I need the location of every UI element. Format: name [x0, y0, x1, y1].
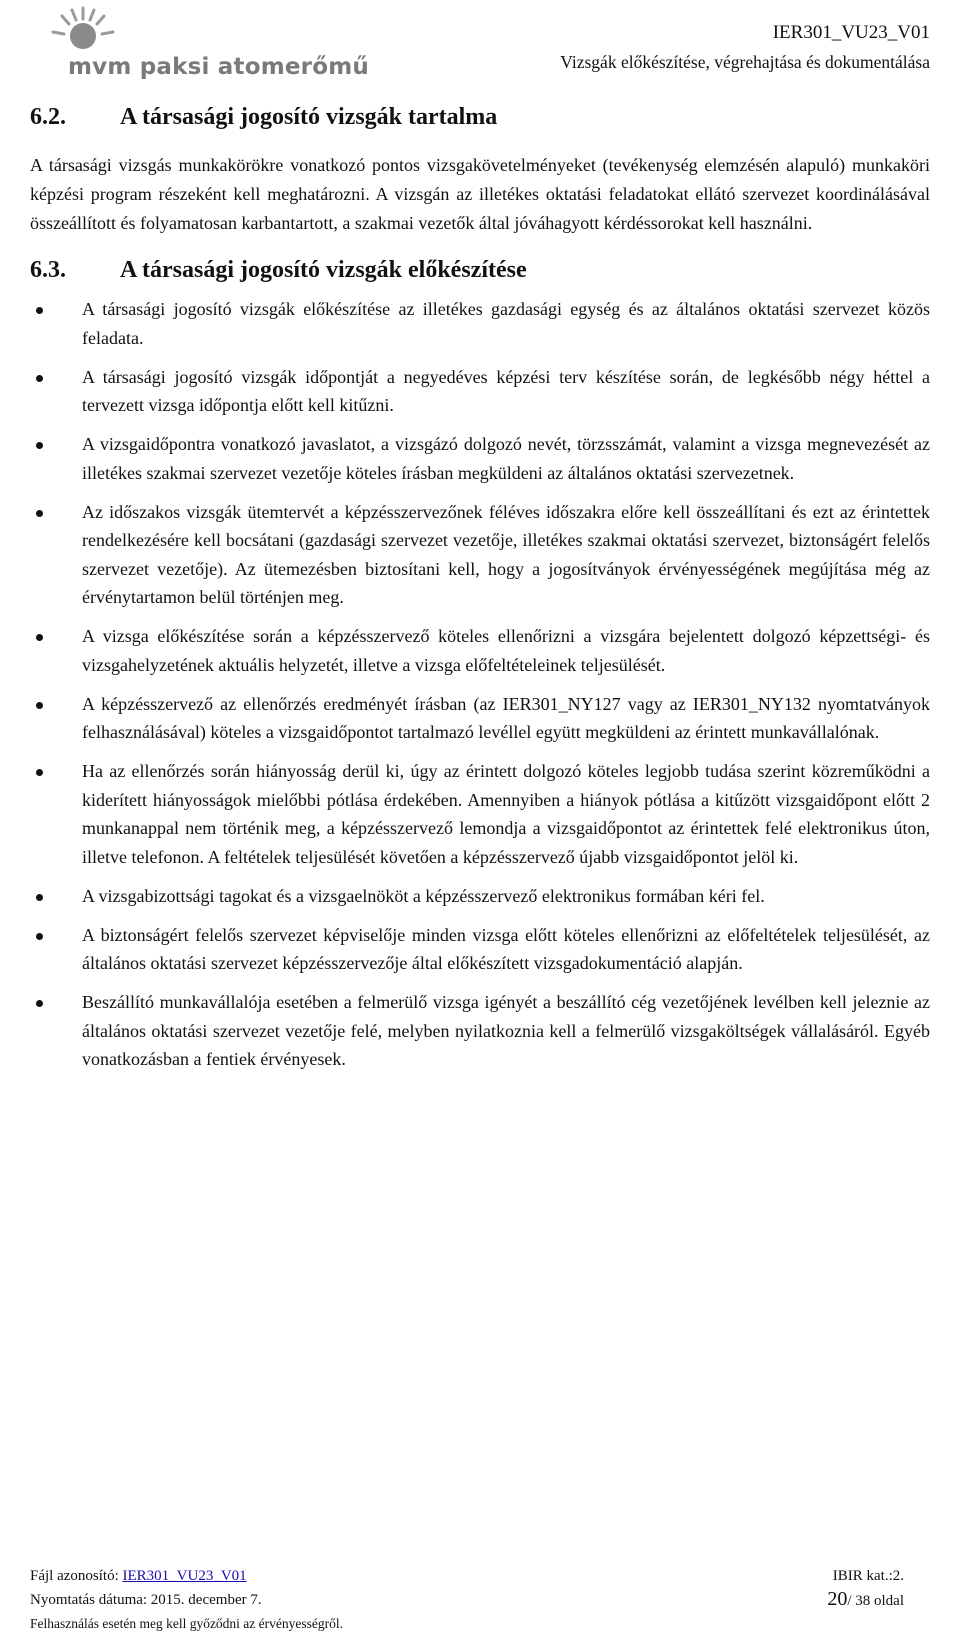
- list-item-text: Az időszakos vizsgák ütemtervét a képzésszervezőnek féléves időszakra előre kell összeállítani és ezt az érintettek rendelkezésére kell bocsátani (gazdasági szervezet vezetője, illetékes szakmai oktatási szervezet, biztonságért felelős szervezet vezetője). Az ütemezésben biztosítani kell, hogy a jogosítványok érvényességének megújítása még az érvénytartamon belül történjen meg.: [82, 501, 930, 607]
- footer-row-print: [30, 1588, 930, 1616]
- list-item: [30, 882, 930, 911]
- list-item-text: A vizsgabizottsági tagokat és a vizsgaelnököt a képzésszervező elektronikus formában kéri fel.: [82, 885, 765, 906]
- bullet-icon: [36, 933, 43, 940]
- logo-text: mvm paksi atomerőmű: [68, 54, 369, 80]
- list-item: [30, 363, 930, 420]
- page-number: [827, 1588, 904, 1611]
- document-subtitle: Vizsgák előkészítése, végrehajtása és dokumentálása: [560, 52, 930, 72]
- sun-logo-icon: [48, 6, 118, 54]
- page-current: 20: [827, 1588, 848, 1610]
- list-item: [30, 757, 930, 871]
- page-total: / 38 oldal: [847, 1593, 904, 1609]
- list-item-text: A társasági jogosító vizsgák előkészítése az illetékes gazdasági egység és az általános oktatási szervezet közös feladata.: [82, 299, 930, 348]
- bullet-icon: [36, 442, 43, 449]
- company-logo: [30, 6, 369, 86]
- bullet-icon: [36, 375, 43, 382]
- section-6-2-paragraph: A társasági vizsgás munkakörökre vonatkozó pontos vizsgakövetelményeket (tevékenység elemzésén alapuló) munkaköri képzési program részeként kell meghatározni. A vizsgán az illetékes oktatási feladatokat ellátó szervezet koordinálásával összeállított és folyamatosan karbantartott, a szakmai vezetők által jóváhagyott kérdéssorokat kell használni.: [30, 155, 930, 233]
- usage-note: Felhasználás esetén meg kell győződni az érvényességről.: [30, 1616, 344, 1631]
- list-item: [30, 295, 930, 352]
- list-item-text: A vizsgaidőpontra vonatkozó javaslatot, a vizsgázó dolgozó nevét, törzsszámát, valamint a vizsga megnevezését az illetékes szakmai szervezet vezetője köteles írásban megküldeni az általános oktatási szervezetnek.: [82, 434, 930, 483]
- document-body: [30, 104, 930, 1084]
- footer-row-file: [30, 1568, 930, 1592]
- bullet-icon: [36, 769, 43, 776]
- bullet-icon: [36, 307, 43, 314]
- section-number: 6.3.: [30, 257, 66, 283]
- document-id: IER301_VU23_V01: [772, 22, 930, 43]
- list-item-text: Beszállító munkavállalója esetében a felmerülő vizsga igényét a beszállító cég vezetőjének levélben kell jeleznie az általános oktatási szervezet vezetője felé, melyben nyilatkoznia kell a felmerülő vizsgaköltségek vállalásáról. Egyéb vonatkozásban a fentiek érvényesek.: [82, 992, 930, 1069]
- list-item-text: A vizsga előkészítése során a képzésszervező köteles ellenőrizni a vizsgára bejelentett dolgozó képzettségi- és vizsgahelyzetének aktuális helyzetét, illetve a vizsga előfeltételeinek teljesülését.: [82, 626, 930, 675]
- list-item: [30, 622, 930, 679]
- page-footer: [30, 1568, 930, 1640]
- list-item: [30, 430, 930, 487]
- file-id-link[interactable]: IER301_VU23_V01: [122, 1568, 247, 1584]
- section-title: A társasági jogosító vizsgák tartalma: [120, 104, 498, 130]
- list-item-text: A biztonságért felelős szervezet képviselője minden vizsga előtt köteles ellenőrizni az előfeltételek teljesülését, az általános oktatási szervezet képzésszervezője által előkészített vizsgadokumentáció alapján.: [82, 924, 930, 973]
- list-item: [30, 690, 930, 747]
- section-6-3-bullet-list: [30, 295, 930, 1074]
- list-item: [30, 988, 930, 1074]
- bullet-icon: [36, 1000, 43, 1007]
- bullet-icon: [36, 510, 43, 517]
- file-id-label: Fájl azonosító:: [30, 1568, 123, 1584]
- section-title: A társasági jogosító vizsgák előkészítése: [120, 257, 527, 283]
- page-header: [0, 0, 960, 90]
- bullet-icon: [36, 702, 43, 709]
- section-number: 6.2.: [30, 104, 66, 130]
- footer-row-note: [30, 1616, 930, 1640]
- list-item-text: A társasági jogosító vizsgák időpontját a negyedéves képzési terv készítése során, de legkésőbb négy héttel a tervezett vizsga időpontja előtt kell kitűzni.: [82, 366, 930, 415]
- bullet-icon: [36, 894, 43, 901]
- bullet-icon: [36, 634, 43, 641]
- ibir-category: IBIR kat.:2.: [832, 1568, 904, 1584]
- print-date: Nyomtatás dátuma: 2015. december 7.: [30, 1592, 262, 1608]
- section-6-2-heading: [30, 104, 930, 131]
- list-item-text: Ha az ellenőrzés során hiányosság derül ki, úgy az érintett dolgozó köteles legjobb tudása szerint közreműködni a kiderített hiányosságok mielőbbi pótlása érdekében. Amennyiben a hiányok pótlása a kitűzött vizsgaidőpont előtt 2 munkanappal nem történik meg, a képzésszervező lemondja a vizsgaidőpontot az érintettek felé elektronikus úton, illetve telefonon. A feltételek teljesülését követően a képzésszervező újabb vizsgaidőpontot jelöl ki.: [82, 761, 930, 867]
- section-6-3-heading: [30, 257, 930, 284]
- list-item: [30, 921, 930, 978]
- list-item-text: A képzésszervező az ellenőrzés eredményét írásban (az IER301_NY127 vagy az IER301_NY132 nyomtatványok felhasználásával) köteles a vizsgaidőpontot tartalmazó levéllel együtt megküldeni az érintett munkavállalónak.: [82, 693, 930, 742]
- list-item: [30, 498, 930, 612]
